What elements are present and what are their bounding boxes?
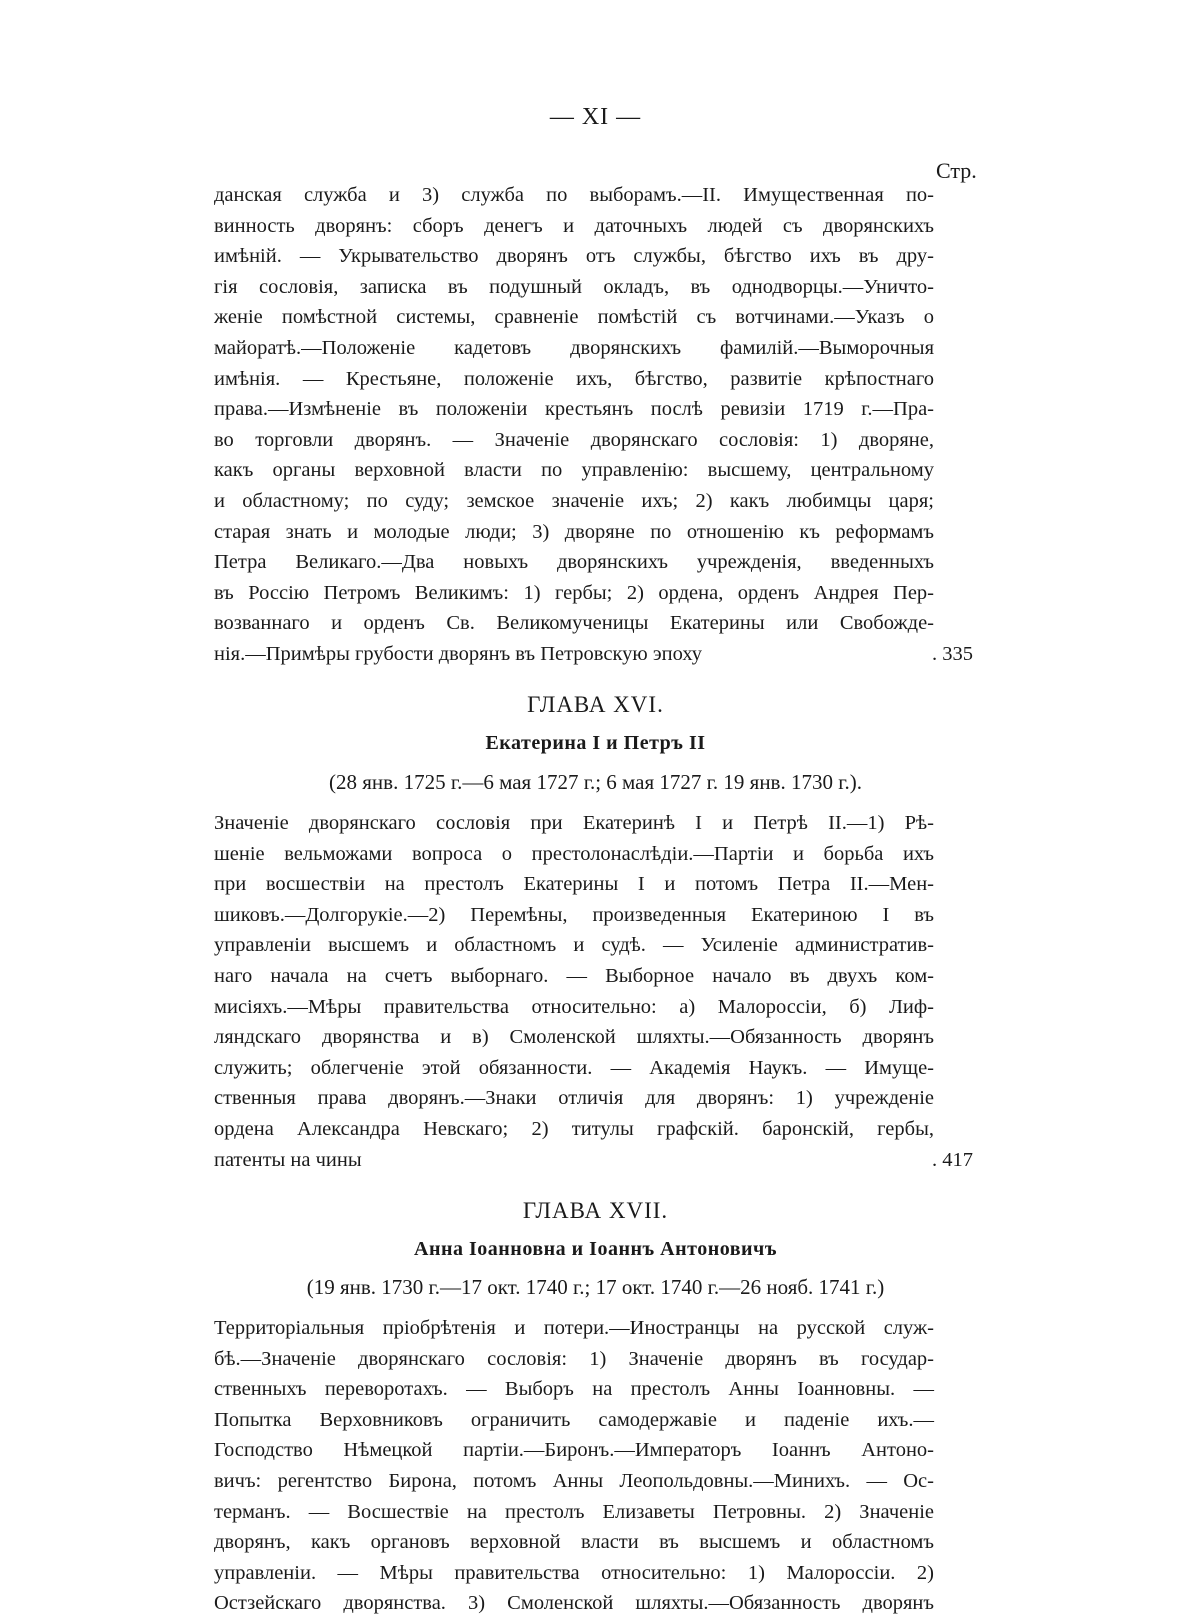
- page-reference: . 417: [932, 1149, 973, 1171]
- text-line: служить; облегченіе этой обязанности. — Академія Наукъ. — Имуще-: [214, 1056, 934, 1079]
- text-line: Остзейскаго дворянства. 3) Смоленской шляхты.—Обязанность дворянъ: [214, 1592, 934, 1615]
- text-line: Значеніе дворянскаго сословія при Екатеринѣ I и Петрѣ II.—1) Рѣ-: [214, 812, 934, 834]
- section-continuation: [214, 180, 934, 670]
- text-line: гія сословія, записка въ подушный окладъ, въ однодворцы.—Уничто-: [214, 275, 934, 298]
- text-line: винность дворянъ: сборъ денегъ и даточныхъ людей съ дворянскихъ: [214, 214, 934, 237]
- chapter-title: Екатерина I и Петръ II: [485, 732, 706, 754]
- text-line: Территоріальныя пріобрѣтенія и потери.—Иностранцы на русской служ-: [214, 1317, 934, 1339]
- chapter-summary: [214, 808, 934, 1175]
- text-line: какъ органы верховной власти по управленію: высшему, центральному: [214, 459, 934, 482]
- text-line: Попытка Верховниковъ ограничить самодержавіе и паденіе ихъ.—: [214, 1408, 934, 1431]
- page-number: — XI —: [549, 104, 642, 130]
- text-line: вичъ: регентство Бирона, потомъ Анны Леопольдовны.—Минихъ. — Ос-: [214, 1469, 934, 1492]
- chapter-title: Анна Іоанновна и Іоаннъ Антоновичъ: [414, 1238, 777, 1260]
- column-label: Стр.: [936, 158, 977, 183]
- text-line: управленіи. — Мѣры правительства относительно: 1) Малороссіи. 2): [214, 1561, 934, 1584]
- text-line: майоратѣ.—Положеніе кадетовъ дворянскихъ фамилій.—Выморочныя: [214, 336, 934, 359]
- text-line: шиковъ.—Долгорукіе.—2) Перемѣны, произведенныя Екатериною I въ: [214, 903, 934, 926]
- text-line: женіе помѣстной системы, сравненіе помѣстій съ вотчинами.—Указъ о: [214, 306, 934, 329]
- text-line: мисіяхъ.—Мѣры правительства относительно: а) Малороссіи, б) Лиф-: [214, 995, 934, 1018]
- chapter-summary: [214, 1313, 934, 1619]
- text-line: ордена Александра Невскаго; 2) титулы графскій. баронскій, гербы,: [214, 1117, 934, 1140]
- text-line: имѣній. — Укрывательство дворянъ отъ службы, бѣгство ихъ въ дру-: [214, 245, 934, 268]
- text-line: Петра Великаго.—Два новыхъ дворянскихъ учрежденія, введенныхъ: [214, 551, 934, 574]
- text-line: и областному; по суду; земское значеніе ихъ; 2) какъ любимцы царя;: [214, 489, 934, 512]
- text-line: нія.—Примѣры грубости дворянъ въ Петровскую эпоху: [214, 642, 703, 665]
- chapter-heading: ГЛАВА XVII.: [522, 1198, 669, 1223]
- text-line: шеніе вельможами вопроса о престолонаслѣдіи.—Партіи и борьба ихъ: [214, 842, 934, 865]
- text-line: возваннаго и орденъ Св. Великомученицы Екатерины или Свобожде-: [214, 612, 934, 635]
- text-line: управленіи высшемъ и областномъ и судѣ. — Усиленіе административ-: [214, 934, 934, 957]
- chapter-heading: ГЛАВА XVI.: [527, 692, 664, 717]
- text-line: имѣнія. — Крестьяне, положеніе ихъ, бѣгство, развитіе крѣпостнаго: [214, 367, 934, 390]
- chapter-dates: (19 янв. 1730 г.—17 окт. 1740 г.; 17 окт. 1740 г.—26 нояб. 1741 г.): [306, 1275, 885, 1299]
- text-line: данская служба и 3) служба по выборамъ.—II. Имущественная по-: [214, 184, 934, 206]
- text-line: права.—Измѣненіе въ положеніи крестьянъ послѣ ревизіи 1719 г.—Пра-: [214, 398, 934, 421]
- text-line: ственныя права дворянъ.—Знаки отличія для дворянъ: 1) учрежденіе: [214, 1087, 934, 1110]
- text-line: во торговли дворянъ. — Значеніе дворянскаго сословія: 1) дворяне,: [214, 428, 934, 451]
- text-line: при восшествіи на престолъ Екатерины I и потомъ Петра II.—Мен-: [214, 873, 934, 896]
- text-line: въ Россію Петромъ Великимъ: 1) гербы; 2) ордена, орденъ Андрея Пер-: [214, 581, 934, 604]
- chapter-dates: (28 янв. 1725 г.—6 мая 1727 г.; 6 мая 1727 г. 19 янв. 1730 г.).: [329, 770, 862, 794]
- text-line: бѣ.—Значеніе дворянскаго сословія: 1) Значеніе дворянъ въ государ-: [214, 1347, 934, 1370]
- text-line: Господство Нѣмецкой партіи.—Биронъ.—Императоръ Іоаннъ Антоно-: [214, 1439, 934, 1462]
- text-line: ственныхъ переворотахъ. — Выборъ на престолъ Анны Іоанновны. —: [214, 1378, 934, 1401]
- text-line: дворянъ, какъ органовъ верховной власти въ высшемъ и областномъ: [214, 1531, 934, 1554]
- text-line: терманъ. — Восшествіе на престолъ Елизаветы Петровны. 2) Значеніе: [214, 1500, 934, 1523]
- page-reference: . 335: [932, 643, 973, 665]
- text-line: патенты на чины: [214, 1148, 362, 1171]
- text-line: старая знать и молодые люди; 3) дворяне по отношенію къ реформамъ: [214, 520, 934, 543]
- text-line: наго начала на счетъ выборнаго. — Выборное начало въ двухъ ком-: [214, 964, 934, 987]
- text-line: ляндскаго дворянства и в) Смоленской шляхты.—Обязанность дворянъ: [214, 1026, 934, 1049]
